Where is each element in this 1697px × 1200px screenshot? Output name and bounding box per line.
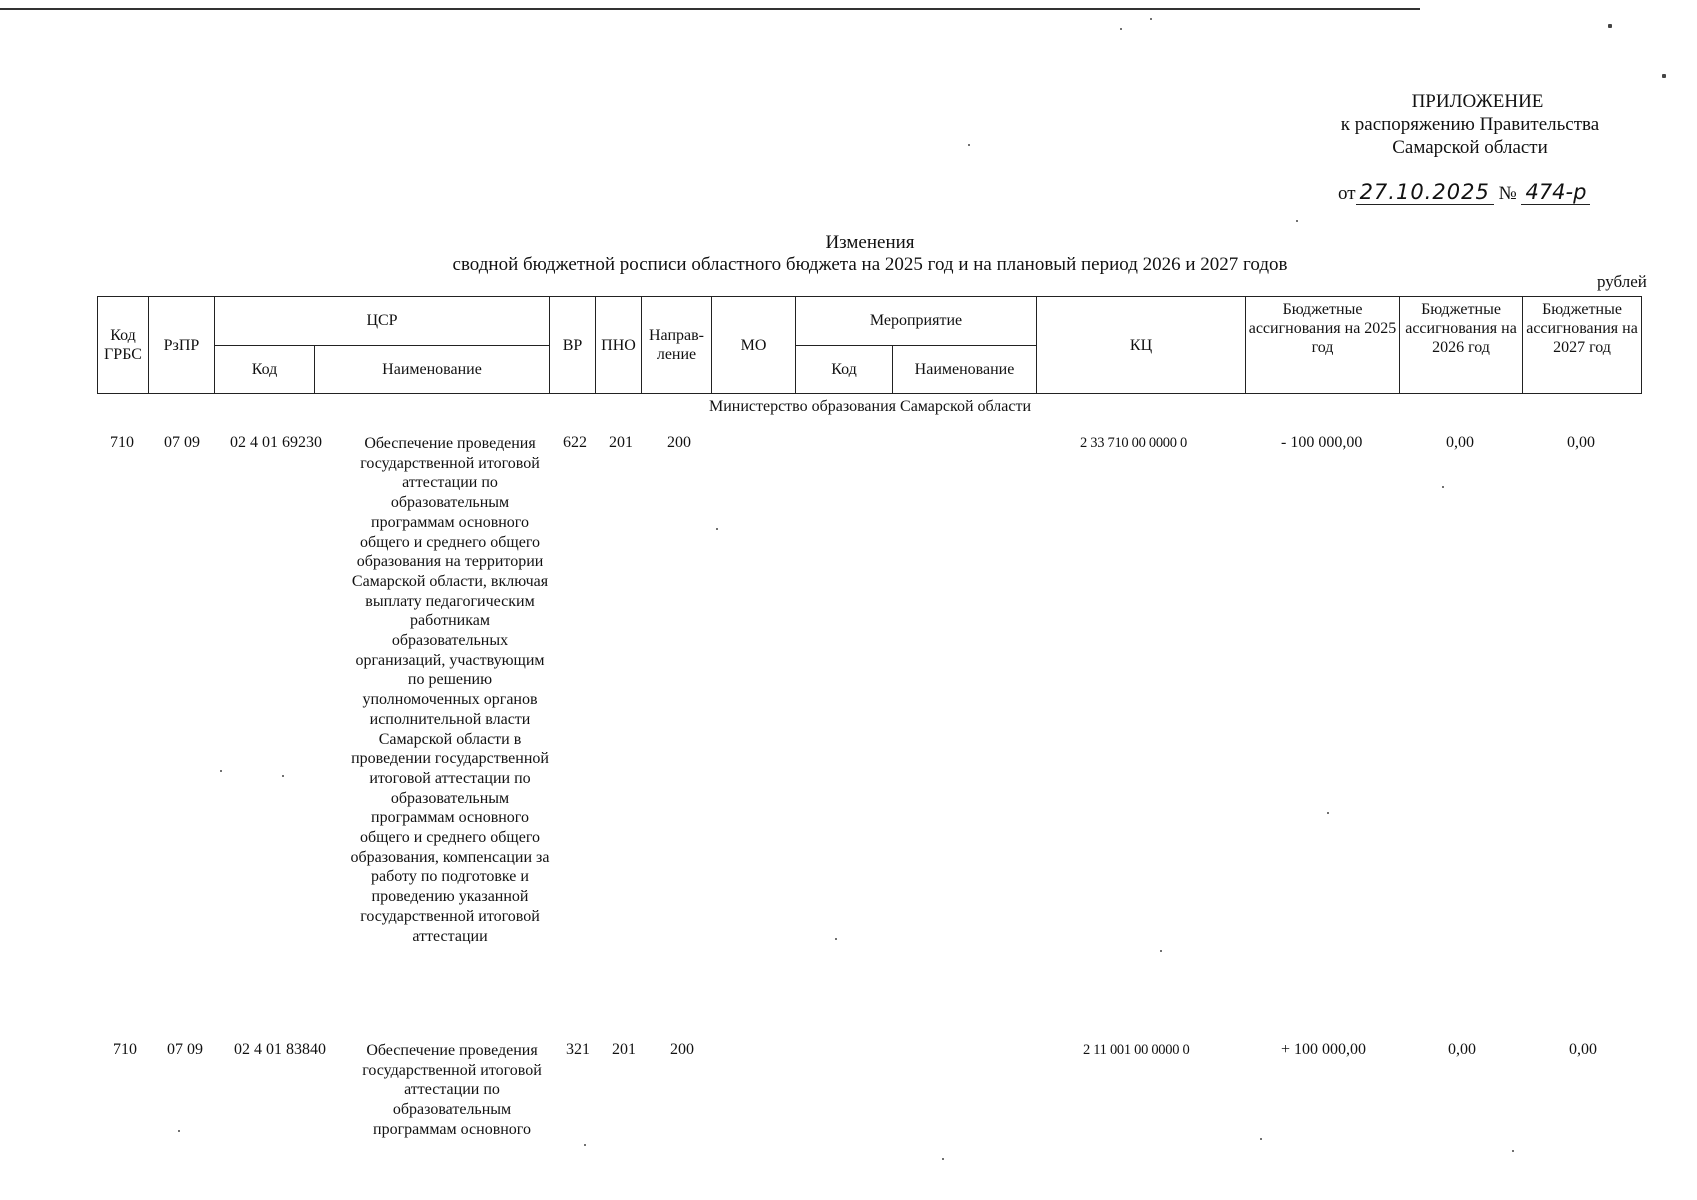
cell-2027: 0,00 [1567,434,1595,451]
decree-date-line [1338,180,1590,205]
document-title [380,232,1360,276]
header-pno: ПНО [596,297,642,394]
cell-pno: 201 [612,1041,636,1058]
cell-2025: - 100 000,00 [1281,434,1363,451]
cell-csr-name: Обеспечение проведения государственной итоговой аттестации по образовательным программам основного [362,1042,542,1138]
cell-csr-kod: 02 4 01 83840 [234,1041,326,1058]
header-rzpr: РзПР [149,297,215,394]
cell-kod-grbs: 710 [110,434,134,451]
table-row [0,1041,1697,1151]
header-2025: Бюджетные ассигнования на 2025 год [1246,297,1400,394]
cell-2026: 0,00 [1446,434,1474,451]
scan-speck [1442,486,1444,488]
scan-speck [716,528,718,530]
cell-napravlenie: 200 [670,1041,694,1058]
cell-rzpr: 07 09 [164,434,200,451]
number-sign: № [1498,183,1517,204]
cell-vr: 321 [566,1041,590,1058]
scan-speck [942,1158,944,1160]
scan-speck [282,775,284,777]
cell-kod-grbs: 710 [113,1041,137,1058]
header-mer-name: Наименование [893,345,1037,394]
header-kc: КЦ [1037,297,1246,394]
cell-napravlenie: 200 [667,434,691,451]
scan-speck [1296,220,1298,222]
appendix-line-2: к распоряжению Правительства [1340,114,1600,135]
cell-2025: + 100 000,00 [1281,1041,1367,1058]
scan-speck [1160,950,1162,952]
header-csr-name: Наименование [315,345,550,394]
decree-number: 474-р [1521,180,1590,205]
scan-speck [1662,74,1666,78]
scan-speck [1150,18,1152,20]
scan-speck [968,144,970,146]
header-2026: Бюджетные ассигнования на 2026 год [1400,297,1523,394]
cell-csr-kod: 02 4 01 69230 [230,434,322,451]
scan-speck [220,770,222,772]
header-vr: ВР [550,297,596,394]
scan-edge-line [0,8,1420,10]
cell-2027: 0,00 [1569,1041,1597,1058]
scan-speck [178,1130,180,1132]
header-meropriyatie: Мероприятие [796,297,1037,346]
scan-speck [1120,28,1122,30]
cell-2026: 0,00 [1448,1041,1476,1058]
scan-speck [1608,24,1612,28]
appendix-block [1320,90,1620,159]
appendix-line-3: Самарской области [1392,137,1548,158]
cell-kc: 2 33 710 00 0000 0 [1080,435,1187,451]
scan-speck [1260,1138,1262,1140]
header-kod-grbs: Код ГРБС [98,297,149,394]
date-prefix: от [1338,183,1356,204]
ministry-heading: Министерство образования Самарской области [708,398,1032,415]
title-line-1: Изменения [825,232,915,253]
header-mo: МО [712,297,796,394]
budget-table-header [97,296,1642,394]
scan-speck [1512,1150,1514,1152]
header-mer-kod: Код [796,345,893,394]
header-csr-kod: Код [215,345,315,394]
scan-speck [584,1144,586,1146]
cell-csr-name: Обеспечение проведения государственной итоговой аттестации по образовательным программам основного общего и среднего общего образования на территории Самарской области, включая выплату педагогическим работникам образовательных организаций, участвующим по решению уполномоченных органов исполнительной власти Самарской области в проведении государственной итоговой аттестации по образовательным программам основного общего и среднего общего образования, компенсации за работу по подготовке и проведению указанной государственной итоговой аттестации [350,435,550,945]
header-csr: ЦСР [215,297,550,346]
title-line-2: сводной бюджетной росписи областного бюджета на 2025 год и на плановый период 2026 и 2027 годов [452,254,1288,275]
cell-rzpr: 07 09 [167,1041,203,1058]
scan-speck [835,938,837,940]
header-napravlenie: Направ-ление [642,297,712,394]
cell-vr: 622 [563,434,587,451]
currency-unit: рублей [1597,272,1647,291]
scan-speck [1327,812,1329,814]
appendix-title: ПРИЛОЖЕНИЕ [1411,91,1544,112]
cell-kc: 2 11 001 00 0000 0 [1083,1042,1190,1058]
header-2027: Бюджетные ассигнования на 2027 год [1523,297,1642,394]
decree-date: 27.10.2025 [1356,180,1494,205]
cell-pno: 201 [609,434,633,451]
